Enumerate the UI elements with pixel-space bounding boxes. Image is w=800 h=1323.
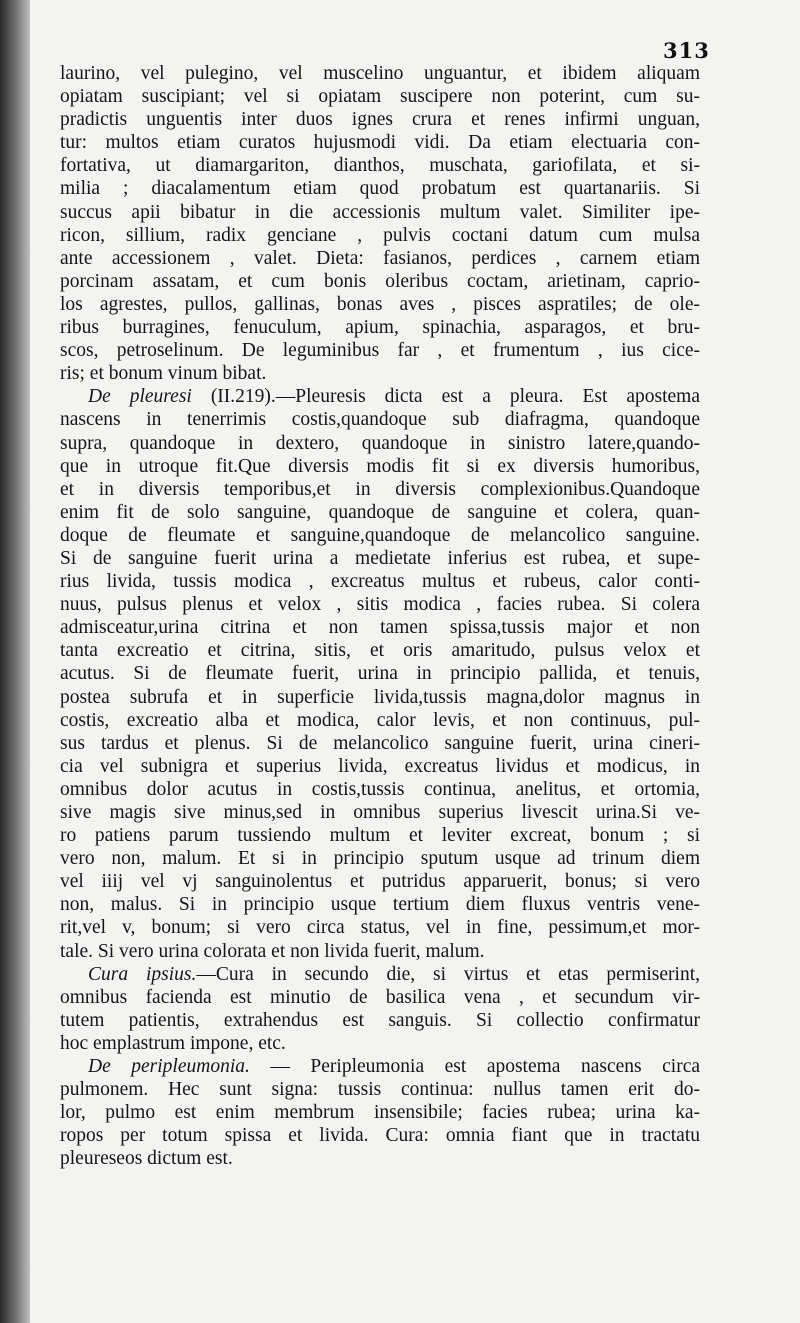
paragraph bbox=[60, 963, 700, 1055]
text-line bbox=[60, 316, 700, 339]
text-line bbox=[60, 847, 700, 870]
text-line bbox=[60, 62, 700, 85]
line-text: pleureseos dictum est. bbox=[60, 1148, 233, 1170]
line-text: succus apii bibatur in die accessionis multum valet. Similiter ipe- bbox=[60, 201, 700, 223]
line-text: lor, pulmo est enim membrum insensibile; facies rubea; urina ka- bbox=[60, 1102, 700, 1124]
line-text: nascens in tenerrimis costis,quandoque sub diafragma, quandoque bbox=[60, 409, 700, 431]
text-line bbox=[60, 593, 700, 616]
line-text: et in diversis temporibus,et in diversis complexionibus.Quandoque bbox=[60, 478, 700, 500]
text-line bbox=[60, 755, 700, 778]
text-line bbox=[60, 1055, 700, 1078]
text-line bbox=[60, 686, 700, 709]
text-line bbox=[60, 662, 700, 685]
line-text: opiatam suscipiant; vel si opiatam suscipere non poterint, cum su- bbox=[60, 86, 700, 108]
line-text: cia vel subnigra et superius livida, excreatus lividus et modicus, in bbox=[60, 755, 700, 777]
line-text: sus tardus et plenus. Si de melancolico sanguine fuerit, urina cineri- bbox=[60, 732, 700, 754]
line-text: postea subrufa et in superficie livida,tussis magna,dolor magnus in bbox=[60, 686, 700, 708]
text-line bbox=[60, 224, 700, 247]
text-line bbox=[60, 870, 700, 893]
line-text: tur: multos etiam curatos hujusmodi vidi. Da etiam electuaria con- bbox=[60, 132, 700, 154]
text-line bbox=[60, 293, 700, 316]
line-text: enim fit de solo sanguine, quandoque de sanguine et colera, quan- bbox=[60, 501, 700, 523]
line-text: tanta excreatio et citrina, sitis, et oris amaritudo, pulsus velox et bbox=[60, 640, 700, 662]
line-text: rius livida, tussis modica , excreatus multus et rubeus, calor conti- bbox=[60, 571, 700, 593]
text-line bbox=[60, 570, 700, 593]
text-line bbox=[60, 108, 700, 131]
text-line bbox=[60, 963, 700, 986]
text-line bbox=[60, 1101, 700, 1124]
text-line bbox=[60, 154, 700, 177]
text-line bbox=[60, 616, 700, 639]
paragraph bbox=[60, 62, 700, 385]
line-text: (II.219).—Pleuresis dicta est a pleura. Est apostema bbox=[191, 386, 700, 408]
text-line bbox=[60, 131, 700, 154]
text-line bbox=[60, 270, 700, 293]
text-line bbox=[60, 709, 700, 732]
line-text: pulmonem. Hec sunt signa: tussis continua: nullus tamen erit do- bbox=[60, 1079, 700, 1101]
line-text: fortativa, ut diamargariton, dianthos, muschata, gariofilata, et si- bbox=[60, 155, 700, 177]
text-line bbox=[60, 732, 700, 755]
text-line bbox=[60, 362, 700, 385]
text-line bbox=[60, 1124, 700, 1147]
text-line bbox=[60, 247, 700, 270]
text-line bbox=[60, 893, 700, 916]
line-text: nuus, pulsus plenus et velox , sitis modica , facies rubea. Si colera bbox=[60, 594, 700, 616]
text-line bbox=[60, 385, 700, 408]
text-line bbox=[60, 339, 700, 362]
line-text: supra, quandoque in dextero, quandoque in sinistro latere,quando- bbox=[60, 432, 700, 454]
text-line bbox=[60, 916, 700, 939]
page-number: 313 bbox=[663, 38, 710, 63]
line-text: — Peripleumonia est apostema nascens circa bbox=[249, 1056, 700, 1078]
line-text: omnibus dolor acutus in costis,tussis continua, anelitus, et ortomia, bbox=[60, 778, 700, 800]
section-heading: De pleuresi bbox=[88, 386, 192, 408]
body-text bbox=[60, 62, 700, 1171]
line-text: ricon, sillium, radix genciane , pulvis coctani datum cum mulsa bbox=[60, 224, 700, 246]
line-text: pradictis unguentis inter duos ignes crura et renes infirmi unguan, bbox=[60, 109, 700, 131]
line-text: non, malus. Si in principio usque tertium diem fluxus ventris vene- bbox=[60, 894, 700, 916]
text-line bbox=[60, 778, 700, 801]
text-line bbox=[60, 824, 700, 847]
text-line bbox=[60, 478, 700, 501]
paragraph bbox=[60, 1055, 700, 1170]
line-text: sive magis sive minus,sed in omnibus superius livescit urina.Si ve- bbox=[60, 802, 700, 823]
line-text: vero non, malum. Et si in principio sputum usque ad trinum diem bbox=[60, 848, 700, 870]
line-text: Si de sanguine fuerit urina a medietate inferius est rubea, et supe- bbox=[60, 547, 700, 569]
text-line bbox=[60, 986, 700, 1009]
paragraph bbox=[60, 385, 700, 962]
line-text: ris; et bonum vinum bibat. bbox=[60, 363, 267, 385]
line-text: ribus burragines, fenuculum, apium, spinachia, asparagos, et bru- bbox=[60, 317, 700, 339]
text-line bbox=[60, 501, 700, 524]
text-line bbox=[60, 801, 700, 824]
line-text: tutem patientis, extrahendus est sanguis. Si collectio confirmatur bbox=[60, 1009, 700, 1031]
line-text: tale. Si vero urina colorata et non livida fuerit, malum. bbox=[60, 940, 485, 962]
section-heading: Cura ipsius. bbox=[88, 963, 197, 985]
text-line bbox=[60, 177, 700, 200]
line-text: omnibus facienda est minutio de basilica vena , et secundum vir- bbox=[60, 986, 700, 1008]
text-line bbox=[60, 639, 700, 662]
line-text: hoc emplastrum impone, etc. bbox=[60, 1032, 286, 1054]
line-text: costis, excreatio alba et modica, calor levis, et non continuus, pul- bbox=[60, 709, 700, 731]
line-text: ropos per totum spissa et livida. Cura: omnia fiant que in tractatu bbox=[60, 1125, 700, 1147]
line-text: rit,vel v, bonum; si vero circa status, vel in fine, pessimum,et mor- bbox=[60, 917, 700, 939]
line-text: porcinam assatam, et cum bonis oleribus coctam, arietinam, caprio- bbox=[60, 270, 700, 292]
line-text: doque de fleumate et sanguine,quandoque de melancolico sanguine. bbox=[60, 524, 700, 546]
line-text: que in utroque fit.Que diversis modis fit si ex diversis humoribus, bbox=[60, 455, 700, 477]
text-line bbox=[60, 940, 700, 963]
section-heading: De peripleumonia. bbox=[88, 1056, 250, 1078]
text-line bbox=[60, 1032, 700, 1055]
text-line bbox=[60, 408, 700, 431]
text-line bbox=[60, 201, 700, 224]
text-line bbox=[60, 1009, 700, 1032]
line-text: acutus. Si de fleumate fuerit, urina in principio pallida, et tenuis, bbox=[60, 663, 700, 685]
text-line bbox=[60, 432, 700, 455]
line-text: ro patiens parum tussiendo multum et leviter excreat, bonum ; si bbox=[60, 825, 700, 847]
line-text: admisceatur,urina citrina et non tamen spissa,tussis major et non bbox=[60, 617, 700, 639]
line-text: milia ; diacalamentum etiam quod probatum est quartanariis. Si bbox=[60, 178, 700, 200]
text-line bbox=[60, 1078, 700, 1101]
text-line bbox=[60, 1147, 700, 1170]
line-text: ante accessionem , valet. Dieta: fasianos, perdices , carnem etiam bbox=[60, 247, 700, 269]
line-text: scos, petroselinum. De leguminibus far , et frumentum , ius cice- bbox=[60, 340, 700, 362]
text-line bbox=[60, 455, 700, 478]
line-text: los agrestes, pullos, gallinas, bonas aves , pisces aspratiles; de ole- bbox=[60, 293, 700, 315]
text-line bbox=[60, 524, 700, 547]
line-text: —Cura in secundo die, si virtus et etas permiserint, bbox=[196, 963, 700, 985]
line-text: laurino, vel pulegino, vel muscelino unguantur, et ibidem aliquam bbox=[60, 63, 700, 84]
text-line bbox=[60, 547, 700, 570]
text-line bbox=[60, 85, 700, 108]
line-text: vel iiij vel vj sanguinolentus et putridus apparuerit, bonus; si vero bbox=[60, 871, 700, 893]
